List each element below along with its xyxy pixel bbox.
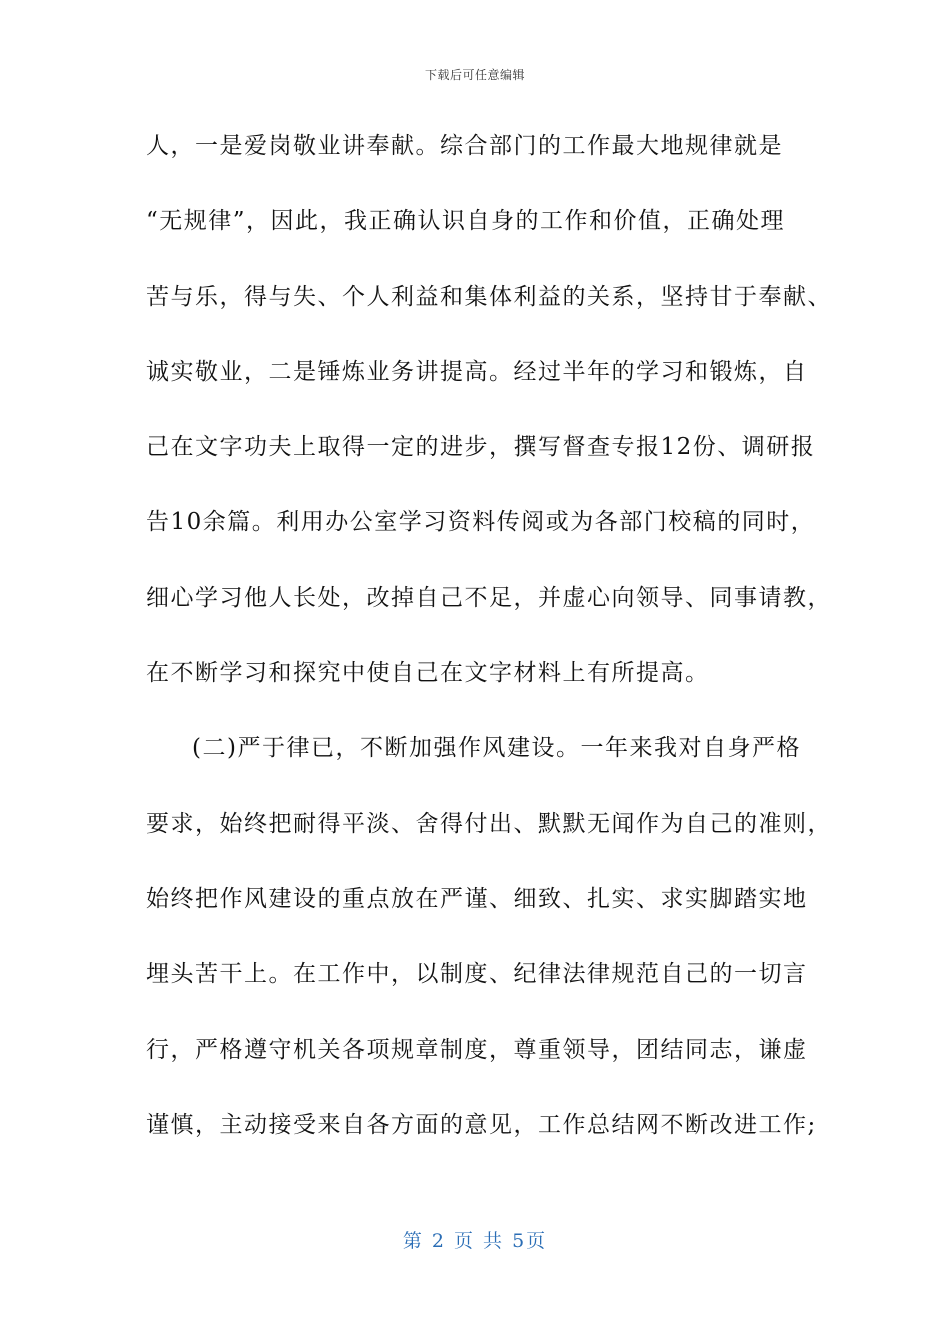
page-number-footer: 第 2 页 共 5页 (402, 1230, 548, 1252)
text-line: 告10余篇。利用办公室学习资料传阅或为各部门校稿的同时， (146, 509, 816, 536)
text-line: 诚实敬业，二是锤炼业务讲提高。经过半年的学习和锻炼，自 (146, 358, 808, 385)
text-line: 细心学习他人长处，改掉自己不足，并虚心向领导、同事请教， (146, 584, 832, 611)
text-line: 要求，始终把耐得平淡、舍得付出、默默无闻作为自己的准则， (146, 810, 832, 837)
paragraph-start-line: (二)严于律已，不断加强作风建设。一年来我对自身严格 (192, 735, 801, 762)
text-line: 人，一是爱岗敬业讲奉献。综合部门的工作最大地规律就是 (146, 133, 783, 159)
text-line: 行，严格遵守机关各项规章制度，尊重领导，团结同志，谦虚 (146, 1036, 808, 1063)
text-line: 在不断学习和探究中使自己在文字材料上有所提高。 (146, 660, 710, 687)
text-line: 始终把作风建设的重点放在严谨、细致、扎实、求实脚踏实地 (146, 885, 808, 912)
text-line: 埋头苦干上。在工作中，以制度、纪律法律规范自己的一切言 (146, 961, 808, 988)
text-line: 谨慎，主动接受来自各方面的意见，工作总结网不断改进工作; (146, 1111, 817, 1138)
page-header: 下载后可任意编辑 (424, 68, 525, 82)
text-line: 己在文字功夫上取得一定的进步，撰写督查专报12份、调研报 (146, 434, 816, 461)
text-line: “无规律”，因此，我正确认识自身的工作和价值，正确处理 (146, 208, 786, 235)
text-line: 苦与乐，得与失、个人利益和集体利益的关系，坚持甘于奉献、 (146, 283, 832, 310)
document-body (146, 122, 832, 1176)
